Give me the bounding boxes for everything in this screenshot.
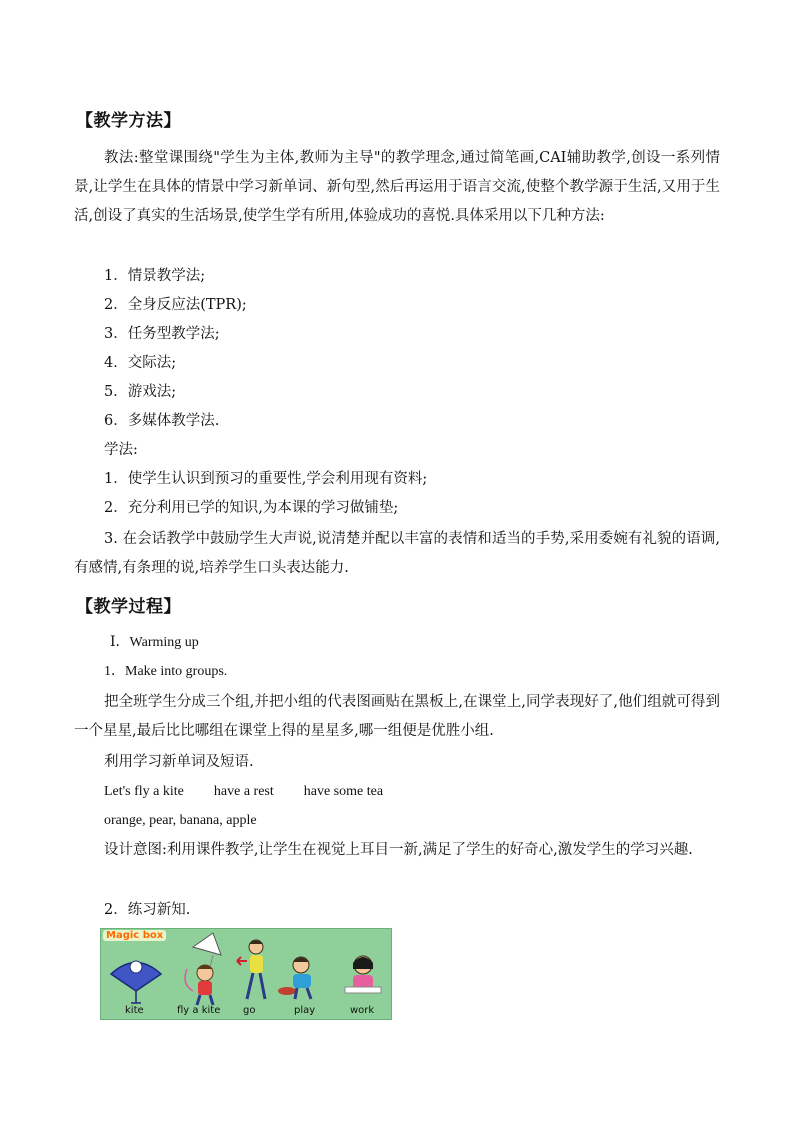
caption-fly-a-kite: fly a kite [177,1005,221,1016]
caption-kite: kite [125,1005,144,1016]
child-working-icon [345,956,381,993]
section-heading-methods: 【教学方法】 [76,111,181,131]
warming-up-title: Ⅰ．Warming up [110,635,199,650]
step-make-groups: 1．Make into groups. [104,664,228,679]
phrase: Let's fly a kite [104,784,184,799]
magic-box-badge: Magic box [103,930,166,941]
teaching-method-item: 1．情景教学法; [104,268,206,284]
design-intent: 设计意图:利用课件教学,让学生在视觉上耳目一新,满足了学生的好奇心,激发学生的学习兴趣. [104,842,693,858]
caption-work: work [350,1005,375,1016]
phrase-list [104,782,383,802]
caption-go: go [243,1005,256,1016]
teaching-method-item: 6．多媒体教学法. [104,413,220,429]
fruit-word-list: orange, pear, banana, apple [104,813,257,828]
child-playing-icon [278,957,311,999]
child-flying-kite-icon [185,933,221,1005]
magic-box-illustration [100,928,392,1020]
grouping-description: 把全班学生分成三个组,并把小组的代表图画贴在黑板上,在课堂上,同学表现好了,他们组就可得到一个星星,最后比比哪组在课堂上得的星星多,哪一组便是优胜小组. [74,694,720,739]
learning-method-item: 3. 在会话教学中鼓励学生大声说,说清楚并配以丰富的表情和适当的手势,采用委婉有礼貌的语调,有感情,有条理的说,培养学生口头表达能力. [74,531,720,576]
learning-method-item: 1．使学生认识到预习的重要性,学会利用现有资料; [104,471,428,487]
phrase: have a rest [213,784,274,799]
learning-method-item: 2．充分利用已学的知识,为本课的学习做铺垫; [104,500,399,516]
vocabulary-intro: 利用学习新单词及短语. [104,754,254,770]
teaching-method-item: 2．全身反应法(TPR); [104,297,247,313]
caption-play: play [294,1005,316,1016]
phrase: have some tea [303,784,384,799]
teaching-method-item: 4．交际法; [104,355,177,371]
teaching-method-item: 3．任务型教学法; [104,326,220,342]
learning-method-label: 学法: [104,442,138,458]
child-walking-icon [237,940,265,999]
kite-icon [111,961,161,1003]
teaching-method-item: 5．游戏法; [104,384,177,400]
section-heading-process: 【教学过程】 [76,597,181,617]
step-practice-new: 2．练习新知. [104,902,191,918]
teaching-method-intro: 教法:整堂课围绕"学生为主体,教师为主导"的教学理念,通过简笔画,CAI辅助教学,创设一系列情景,让学生在具体的情景中学习新单词、新句型,然后再运用于语言交流,使整个教学源于生活,又用于生活,创设了真实的生活场景,使学生学有所用,体验成功的喜悦.具体采用以下几种方法: [74,150,720,224]
